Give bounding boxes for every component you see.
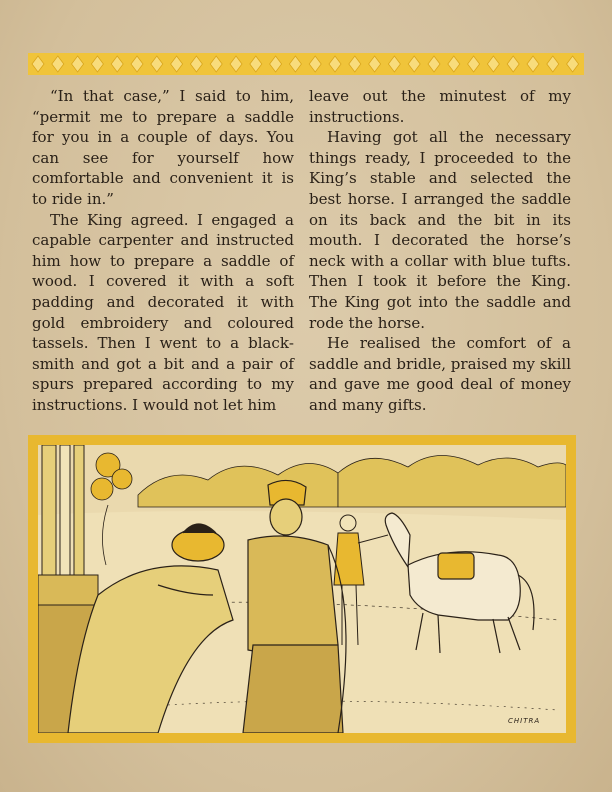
left-column [32, 86, 294, 416]
right-column [309, 86, 571, 416]
artist-signature: CHITRA [508, 717, 541, 725]
paragraph: The King agreed. I engaged a capable carpenter and instructed him how to prepare a saddle of wood. I covered it with a soft padding and decorated it with gold embroidery and coloured tassels. Then I went to a blacksmith and got a bit and a pair of spurs prepared according to my instructions. I would not let him [32, 210, 294, 414]
text-columns [32, 86, 582, 421]
paragraph: He realised the comfort of a saddle and bridle, praised my skill and gave me good deal of money and many gifts. [309, 334, 571, 414]
paragraph: Having got all the necessary things ready, I proceeded to the King’s stable and selected the best horse. I arranged the saddle on its back and the bit in its mouth. I decorated the horse’s neck with a collar with blue tufts. Then I took it before the King. The King got into the saddle and rode the horse. [309, 128, 571, 332]
paragraph: “In that case,” I said to him, “permit me to prepare a saddle for you in a couple of days. You can see for yourself how comfortable and convenient it is to ride in.” [32, 87, 294, 208]
illustration-frame [28, 435, 576, 743]
decorative-band [28, 53, 584, 75]
illustration [38, 445, 566, 733]
paragraph: leave out the minutest of my instructions. [309, 87, 571, 126]
